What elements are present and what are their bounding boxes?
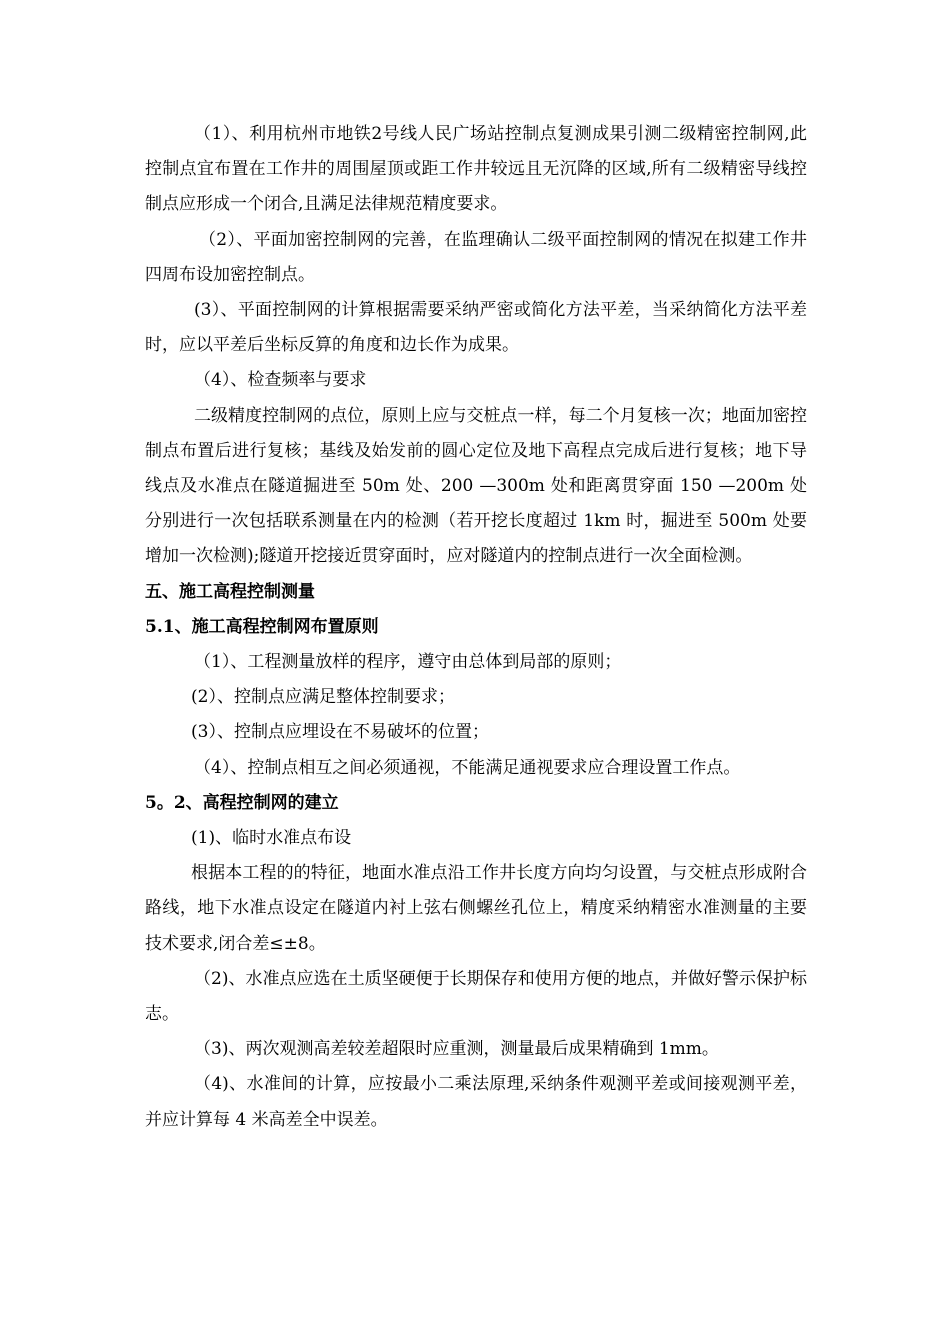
paragraph-calculation: (3）、平面控制网的计算根据需要采纳严密或简化方法平差，当采纳简化方法平差时，应以平差后坐标反算的角度和边长作为成果。 [145, 300, 807, 356]
paragraph-principle-1: （1）、工程测量放样的程序，遵守由总体到局部的原则； [194, 652, 622, 673]
paragraph-check-frequency-title: （4）、检查频率与要求 [194, 370, 367, 391]
paragraph-benchmark-layout: 根据本工程的的特征，地面水准点沿工作井长度方向均匀设置，与交桩点形成附合路线，地下水准点设定在隧道内衬上弦右侧螺丝孔位上，精度采纳精密水准测量的主要技术要求,闭合差≤±8。 [145, 863, 807, 954]
paragraph-densification: （2）、平面加密控制网的完善，在监理确认二级平面控制网的情况在拟建工作井四周布设加密控制点。 [145, 229, 807, 285]
section-heading-5-2: 5。2、高程控制网的建立 [145, 792, 339, 813]
paragraph-principle-3: (3）、控制点应埋设在不易破坏的位置； [191, 722, 489, 743]
paragraph-control-network: （1）、利用杭州市地铁2号线人民广场站控制点复测成果引测二级精密控制网,此控制点宜布置在工作井的周围屋顶或距工作井较远且无沉降的区域,所有二级精密导线控制点应形成一个闭合,且满足法律规范精度要求。 [145, 124, 807, 215]
document-page [145, 117, 807, 1138]
section-heading-5-1: 5.1、施工高程控制网布置原则 [145, 616, 379, 637]
paragraph-benchmark-location: （2)、水准点应选在土质坚硬便于长期保存和使用方便的地点，并做好警示保护标志。 [145, 968, 807, 1025]
paragraph-principle-2: (2）、控制点应满足整体控制要求； [191, 687, 455, 708]
paragraph-adjustment: （4)、水准间的计算，应按最小二乘法原理,采纳条件观测平差或间接观测平差，并应计算每 4 米高差全中误差。 [145, 1074, 807, 1130]
paragraph-principle-4: （4）、控制点相互之间必须通视，不能满足通视要求应合理设置工作点。 [194, 757, 741, 778]
section-heading-5: 五、施工高程控制测量 [145, 581, 315, 602]
paragraph-benchmark-title: (1)、临时水准点布设 [191, 828, 352, 849]
paragraph-remeasure: （3)、两次观测高差较差超限时应重测，测量最后成果精确到 1mm。 [194, 1039, 719, 1060]
paragraph-check-frequency: 二级精度控制网的点位，原则上应与交桩点一样，每二个月复核一次；地面加密控制点布置后进行复核；基线及始发前的圆心定位及地下高程点完成后进行复核；地下导线点及水准点在隧道掘进至 50m 处、200 —300m 处和距离贯穿面 150 —200m 处分别进行一次包括联系测量在内的检测（若开挖长度超过 1km 时，掘进至 500m 处要增加一次检测);隧道开挖接近贯穿面时，应对隧道内的控制点进行一次全面检测。 [145, 405, 807, 567]
